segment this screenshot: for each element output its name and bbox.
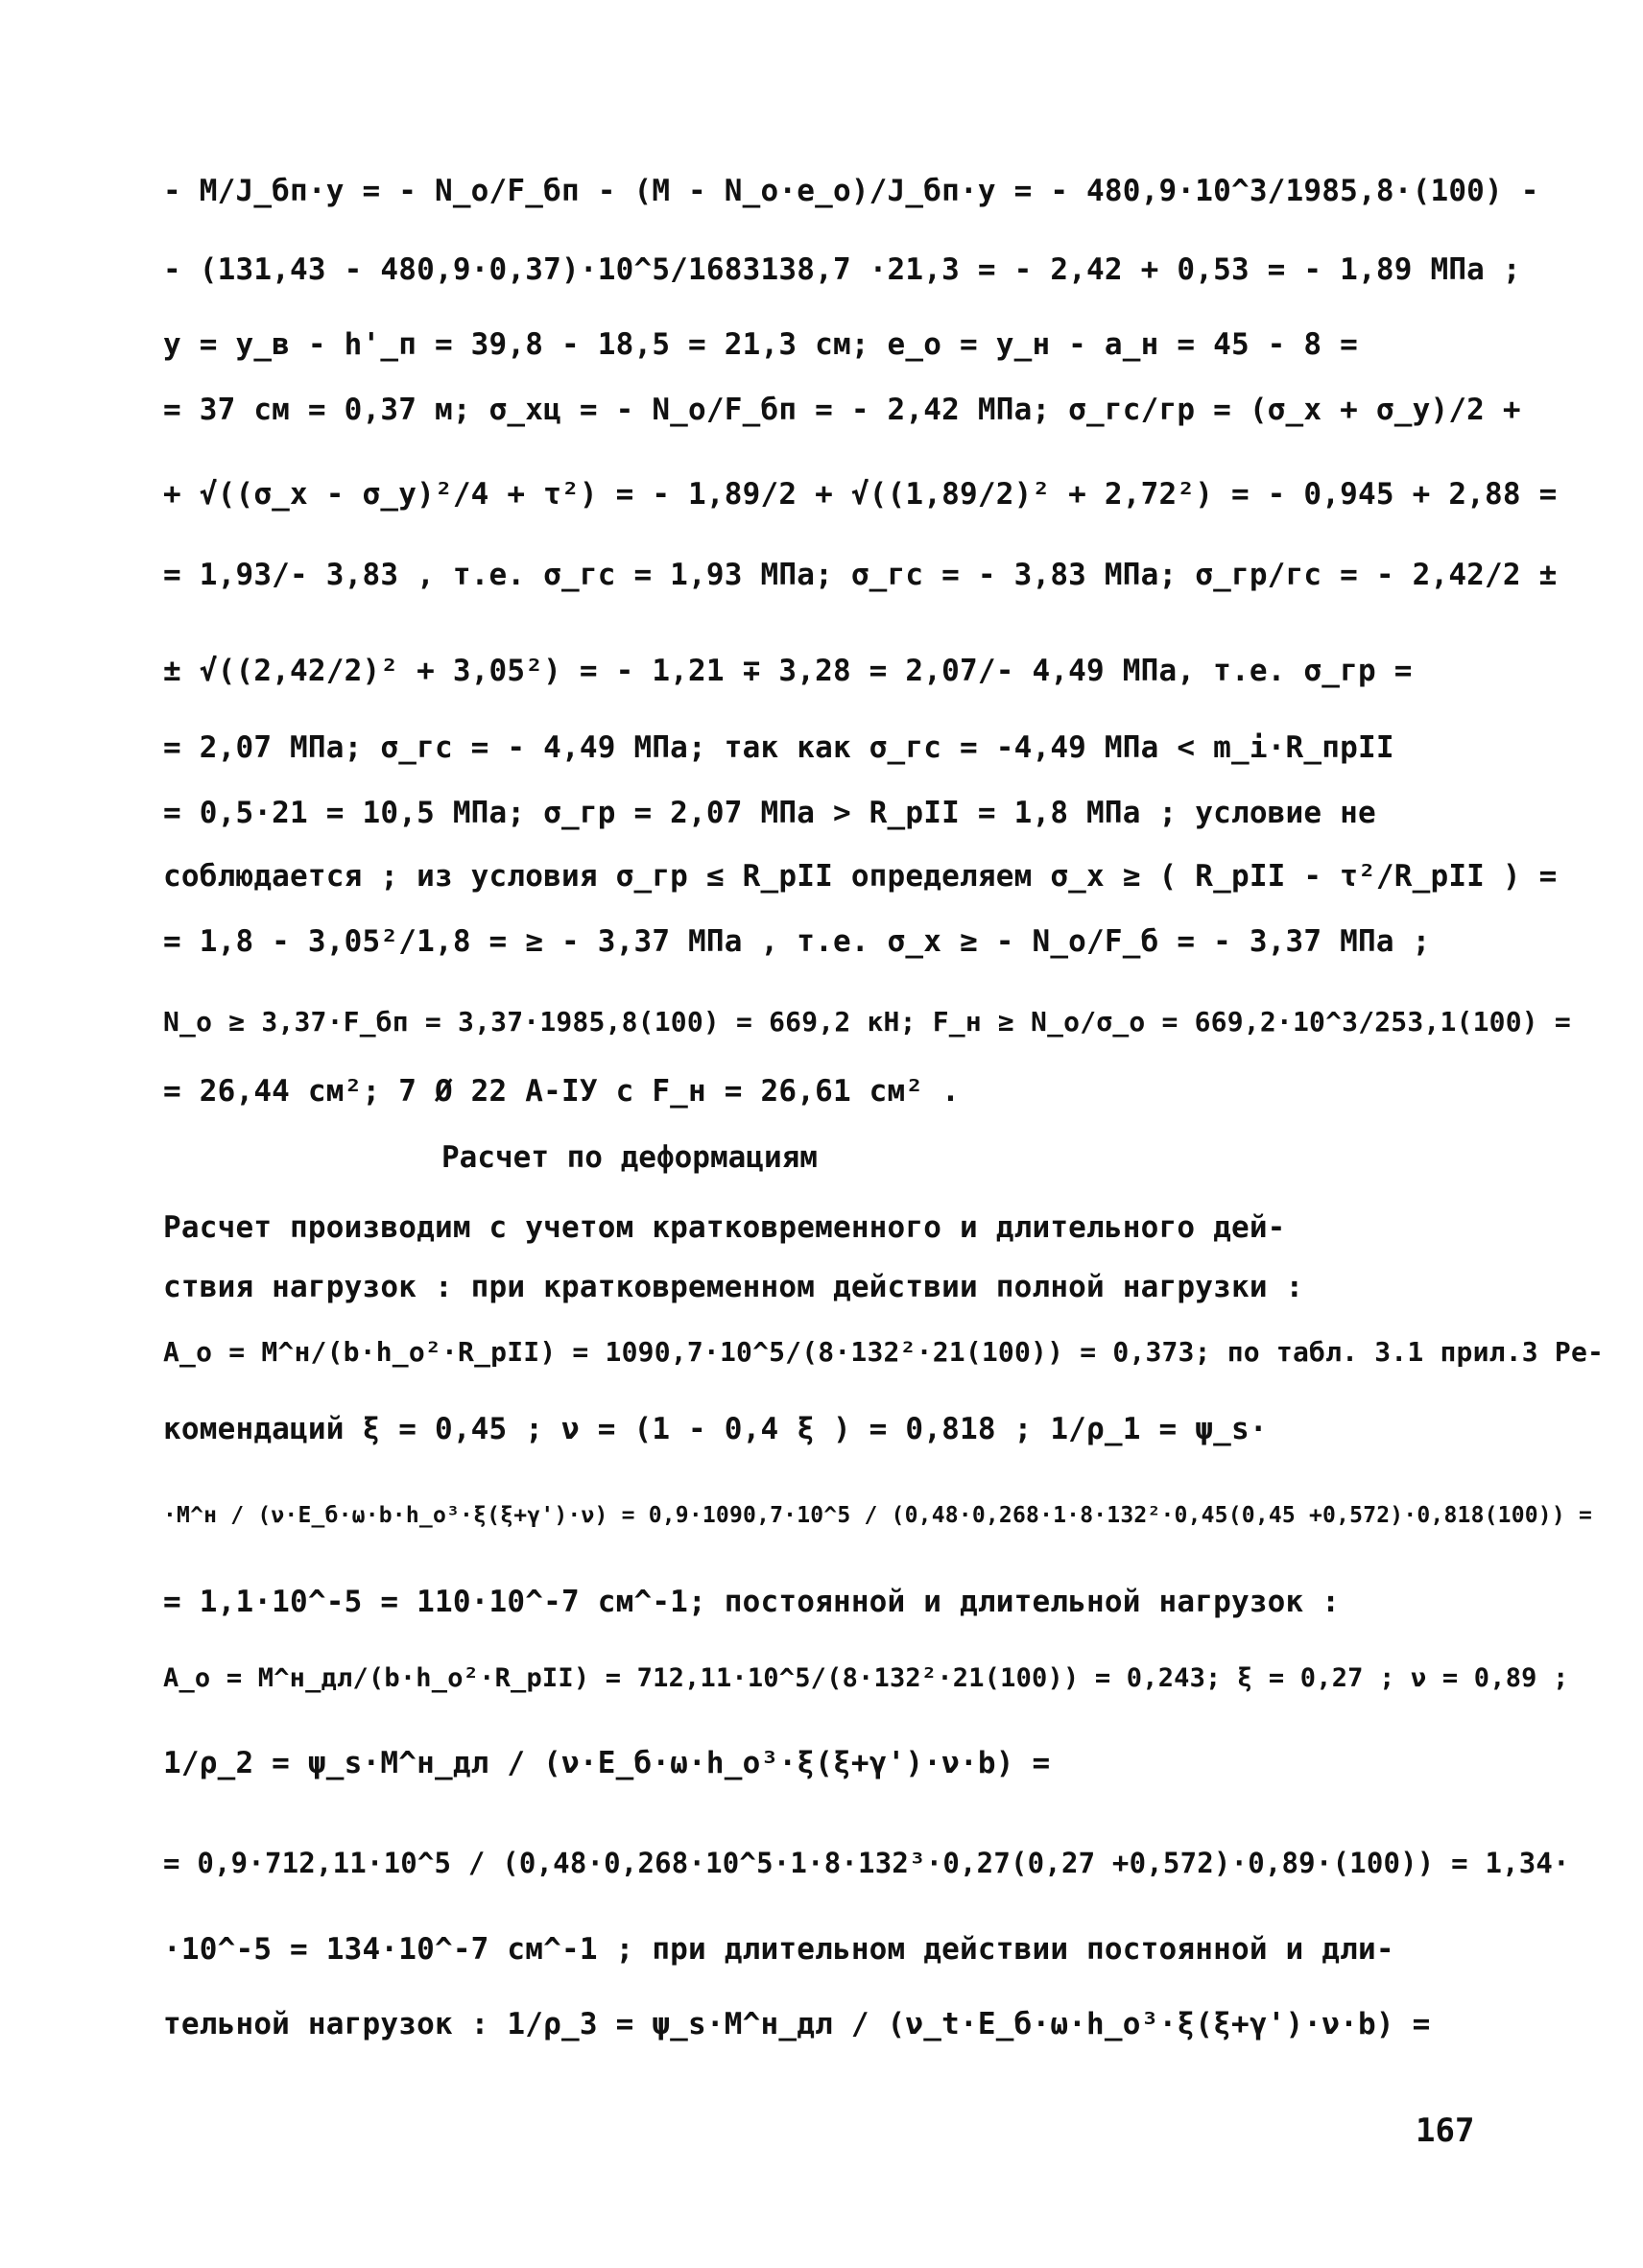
text-line: 1/ρ_2 = ψ_s·M^н_дл / (ν·E_б·ω·h_o³·ξ(ξ+γ')·ν·b) = xyxy=(163,1746,1051,1780)
text-line: N_o ≥ 3,37·F_бп = 3,37·1985,8(100) = 669,2 кН; F_н ≥ N_o/σ_o = 669,2·10^3/253,1(100) = xyxy=(163,1006,1571,1038)
page-number: 167 xyxy=(1416,2112,1475,2150)
text-line: ствия нагрузок : при кратковременном действии полной нагрузки : xyxy=(163,1270,1304,1304)
text-line: = 0,5·21 = 10,5 МПа; σ_гр = 2,07 МПа > R_рII = 1,8 МПа ; условие не xyxy=(163,796,1376,830)
text-line: y = y_в - h'_п = 39,8 - 18,5 = 21,3 см; e_o = y_н - a_н = 45 - 8 = xyxy=(163,327,1358,362)
text-line: соблюдается ; из условия σ_гр ≤ R_рII определяем σ_x ≥ ( R_рII - τ²/R_рII ) = xyxy=(163,859,1558,894)
text-line: Расчет производим с учетом кратковременного и длительного дей- xyxy=(163,1210,1286,1245)
text-line: A_o = M^н_дл/(b·h_o²·R_рII) = 712,11·10^5/(8·132²·21(100)) = 0,243; ξ = 0,27 ; ν = 0,89 ; xyxy=(163,1663,1569,1693)
text-line: = 37 см = 0,37 м; σ_xц = - N_o/F_бп = - 2,42 МПа; σ_гс/гр = (σ_x + σ_y)/2 + xyxy=(163,393,1521,427)
text-line: A_o = M^н/(b·h_o²·R_рII) = 1090,7·10^5/(8·132²·21(100)) = 0,373; по табл. 3.1 прил.3 Ре- xyxy=(163,1336,1605,1368)
text-line: = 1,1·10^-5 = 110·10^-7 см^-1; постоянной и длительной нагрузок : xyxy=(163,1585,1341,1619)
text-line: = 1,8 - 3,05²/1,8 = ≥ - 3,37 МПа , т.е. σ_x ≥ - N_o/F_б = - 3,37 МПа ; xyxy=(163,924,1431,959)
text-line: ·10^-5 = 134·10^-7 см^-1 ; при длительном действии постоянной и дли- xyxy=(163,1932,1394,1967)
text-line: - (131,43 - 480,9·0,37)·10^5/1683138,7 ·21,3 = - 2,42 + 0,53 = - 1,89 МПа ; xyxy=(163,252,1521,287)
section-header: Расчет по деформациям xyxy=(441,1140,818,1175)
text-line: комендаций ξ = 0,45 ; ν = (1 - 0,4 ξ ) = 0,818 ; 1/ρ_1 = ψ_s· xyxy=(163,1412,1268,1446)
text-line: ·M^н / (ν·E_б·ω·b·h_o³·ξ(ξ+γ')·ν) = 0,9·1090,7·10^5 / (0,48·0,268·1·8·132²·0,45(0,45 +0,572)·0,818(100)) = xyxy=(163,1503,1592,1528)
text-line: = 1,93/- 3,83 , т.е. σ_гс = 1,93 МПа; σ_гс = - 3,83 МПа; σ_гр/гс = - 2,42/2 ± xyxy=(163,558,1558,592)
text-line: = 2,07 МПа; σ_гс = - 4,49 МПа; так как σ_гс = -4,49 МПа < m_i·R_прII xyxy=(163,730,1394,765)
text-line: - M/J_бп·y = - N_o/F_бп - (M - N_o·e_o)/J_бп·y = - 480,9·10^3/1985,8·(100) - xyxy=(163,174,1539,208)
text-line: ± √((2,42/2)² + 3,05²) = - 1,21 ∓ 3,28 = 2,07/- 4,49 МПа, т.е. σ_гр = xyxy=(163,654,1413,688)
text-line: = 26,44 см²; 7 Ø 22 А-IУ с F_н = 26,61 см² . xyxy=(163,1074,960,1109)
text-line: + √((σ_x - σ_y)²/4 + τ²) = - 1,89/2 + √((1,89/2)² + 2,72²) = - 0,945 + 2,88 = xyxy=(163,477,1558,512)
text-line: = 0,9·712,11·10^5 / (0,48·0,268·10^5·1·8·132³·0,27(0,27 +0,572)·0,89·(100)) = 1,34· xyxy=(163,1847,1570,1879)
text-line: тельной нагрузок : 1/ρ_3 = ψ_s·M^н_дл / (ν_t·E_б·ω·h_o³·ξ(ξ+γ')·ν·b) = xyxy=(163,2007,1431,2041)
